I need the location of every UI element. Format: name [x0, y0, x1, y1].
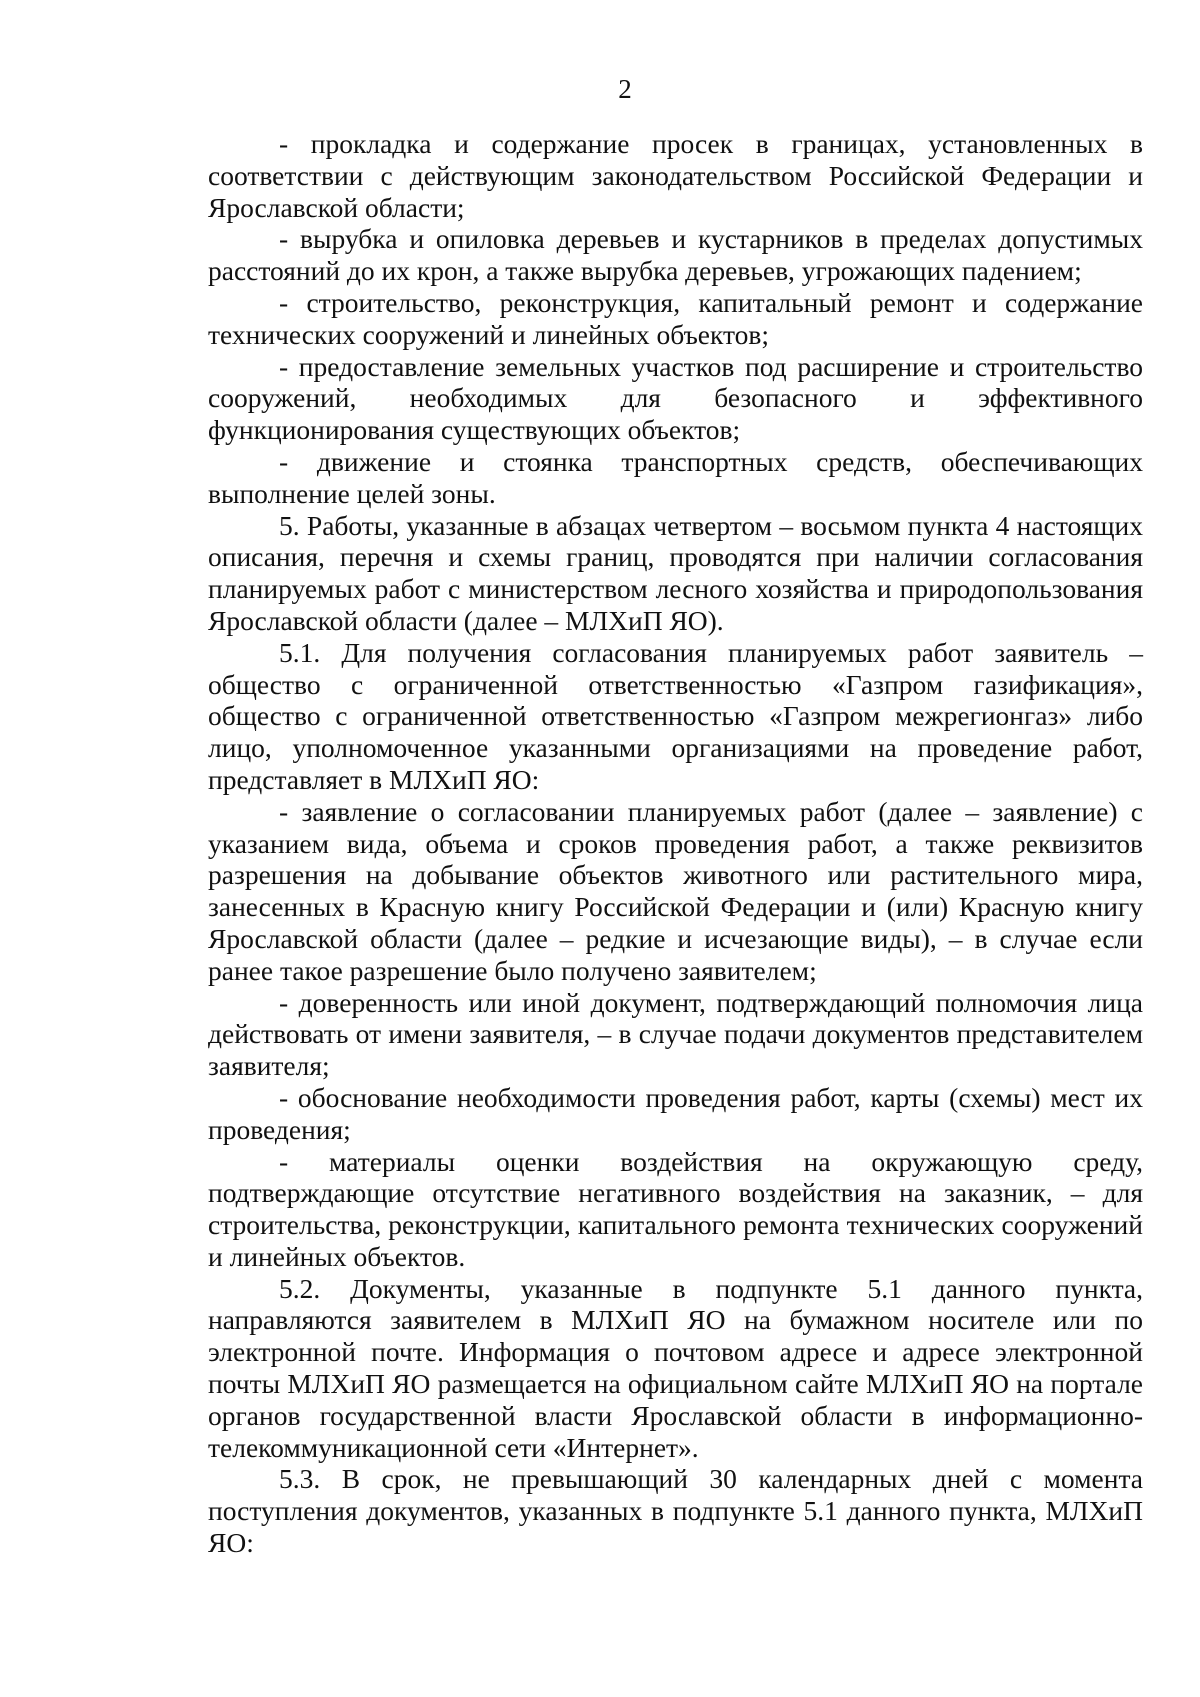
paragraph-land-plots: - предоставление земельных участков под расширение и строительство сооружений, необходимых для безопасного и эффективного функционирования существующих объектов; — [208, 350, 1143, 446]
document-body — [208, 128, 1143, 1559]
page-number: 2 — [618, 74, 632, 104]
paragraph-vehicle-movement: - движение и стоянка транспортных средств, обеспечивающих выполнение целей зоны. — [208, 445, 1143, 509]
paragraph-tree-cutting: - вырубка и опиловка деревьев и кустарников в пределах допустимых расстояний до их крон, а также вырубка деревьев, угрожающих падением; — [208, 223, 1143, 287]
paragraph-section-5: 5. Работы, указанные в абзацах четвертом – восьмом пункта 4 настоящих описания, перечня и схемы границ, проводятся при наличии согласования планируемых работ с министерством лесного хозяйства и природопользования Ярославской области (далее – МЛХиП ЯО). — [208, 509, 1143, 636]
paragraph-justification: - обоснование необходимости проведения работ, карты (схемы) мест их проведения; — [208, 1081, 1143, 1145]
paragraph-impact-assessment: - материалы оценки воздействия на окружающую среду, подтверждающие отсутствие негативного воздействия на заказник, – для строительства, реконструкции, капитального ремонта технических сооружений и линейных объектов. — [208, 1145, 1143, 1272]
paragraph-section-5-2: 5.2. Документы, указанные в подпункте 5.1 данного пункта, направляются заявителем в МЛХиП ЯО на бумажном носителе или по электронной почте. Информация о почтовом адресе и адресе электронной почты МЛХиП ЯО размещается на официальном сайте МЛХиП ЯО на портале органов государственной власти Ярославской области в информационно-телекоммуникационной сети «Интернет». — [208, 1272, 1143, 1463]
paragraph-power-of-attorney: - доверенность или иной документ, подтверждающий полномочия лица действовать от имени заявителя, – в случае подачи документов представителем заявителя; — [208, 986, 1143, 1082]
paragraph-application: - заявление о согласовании планируемых работ (далее – заявление) с указанием вида, объема и сроков проведения работ, а также реквизитов разрешения на добывание объектов животного или растительного мира, занесенных в Красную книгу Российской Федерации и (или) Красную книгу Ярославской области (далее – редкие и исчезающие виды), – в случае если ранее такое разрешение было получено заявителем; — [208, 795, 1143, 986]
paragraph-clearing-maintenance: - прокладка и содержание просек в границах, установленных в соответствии с действующим законодательством Российской Федерации и Ярославской области; — [208, 128, 1143, 223]
paragraph-construction: - строительство, реконструкция, капитальный ремонт и содержание технических сооружений и линейных объектов; — [208, 286, 1143, 350]
paragraph-section-5-3: 5.3. В срок, не превышающий 30 календарных дней с момента поступления документов, указанных в подпункте 5.1 данного пункта, МЛХиП ЯО: — [208, 1463, 1143, 1559]
paragraph-section-5-1: 5.1. Для получения согласования планируемых работ заявитель – общество с ограниченной ответственностью «Газпром газификация», общество с ограниченной ответственностью «Газпром межрегионгаз» либо лицо, уполномоченное указанными организациями на проведение работ, представляет в МЛХиП ЯО: — [208, 636, 1143, 795]
